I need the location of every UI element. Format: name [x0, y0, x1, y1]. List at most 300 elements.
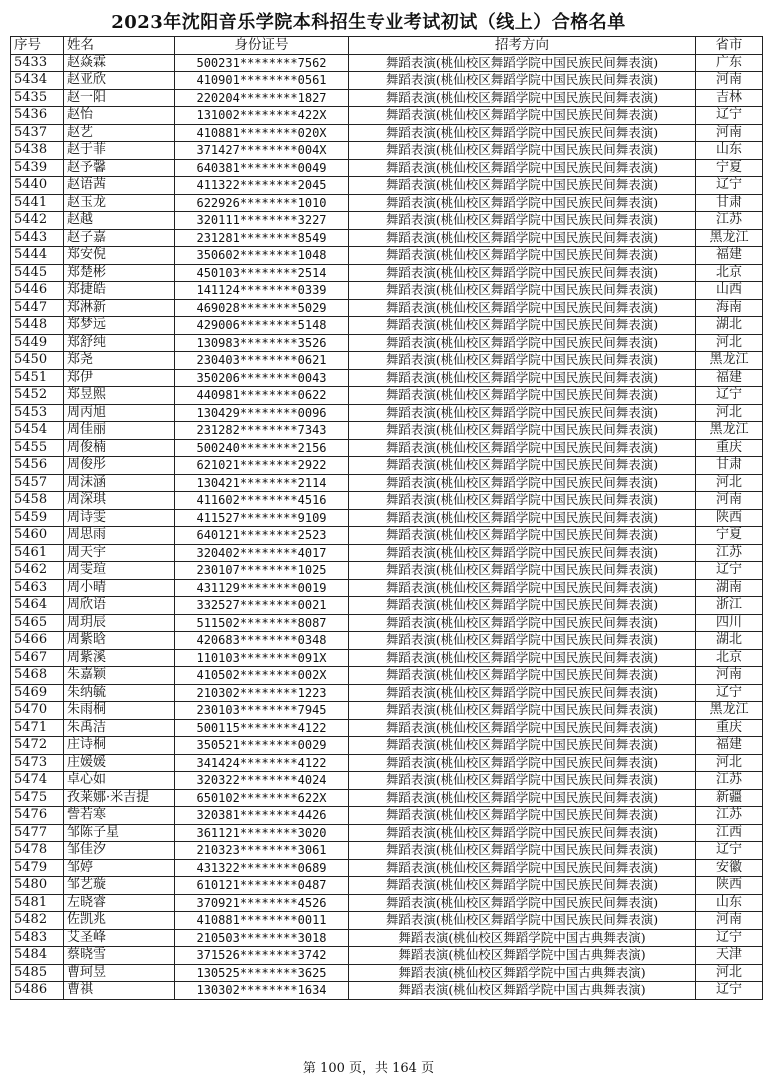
table-row: [11, 457, 763, 475]
header-name: 姓名: [64, 37, 175, 55]
cell-name: 赵越: [64, 212, 175, 230]
cell-name: 周紫晗: [64, 632, 175, 650]
header-province: 省市: [696, 37, 763, 55]
cell-direction: 舞蹈表演(桃仙校区舞蹈学院中国民族民间舞表演): [349, 177, 696, 195]
table-row: [11, 964, 763, 982]
cell-name: 周小晴: [64, 579, 175, 597]
cell-direction: 舞蹈表演(桃仙校区舞蹈学院中国民族民间舞表演): [349, 54, 696, 72]
cell-name: 周紫溪: [64, 649, 175, 667]
cell-direction: 舞蹈表演(桃仙校区舞蹈学院中国民族民间舞表演): [349, 754, 696, 772]
header-direction: 招考方向: [349, 37, 696, 55]
cell-province: 河南: [696, 492, 763, 510]
cell-direction: 舞蹈表演(桃仙校区舞蹈学院中国民族民间舞表演): [349, 789, 696, 807]
cell-direction: 舞蹈表演(桃仙校区舞蹈学院中国民族民间舞表演): [349, 492, 696, 510]
cell-direction: 舞蹈表演(桃仙校区舞蹈学院中国民族民间舞表演): [349, 684, 696, 702]
cell-id-number: 230403********0621: [175, 352, 349, 370]
cell-province: 河北: [696, 964, 763, 982]
cell-province: 黑龙江: [696, 229, 763, 247]
table-row: [11, 754, 763, 772]
cell-serial: 5453: [11, 404, 64, 422]
cell-province: 安徽: [696, 859, 763, 877]
cell-serial: 5438: [11, 142, 64, 160]
cell-id-number: 420683********0348: [175, 632, 349, 650]
table-row: [11, 684, 763, 702]
cell-direction: 舞蹈表演(桃仙校区舞蹈学院中国民族民间舞表演): [349, 474, 696, 492]
cell-direction: 舞蹈表演(桃仙校区舞蹈学院中国民族民间舞表演): [349, 457, 696, 475]
cell-id-number: 130429********0096: [175, 404, 349, 422]
cell-province: 辽宁: [696, 107, 763, 125]
header-id-number: 身份证号: [175, 37, 349, 55]
cell-serial: 5468: [11, 667, 64, 685]
cell-serial: 5443: [11, 229, 64, 247]
cell-direction: 舞蹈表演(桃仙校区舞蹈学院中国民族民间舞表演): [349, 159, 696, 177]
table-row: [11, 667, 763, 685]
cell-serial: 5475: [11, 789, 64, 807]
table-row: [11, 229, 763, 247]
cell-direction: 舞蹈表演(桃仙校区舞蹈学院中国民族民间舞表演): [349, 124, 696, 142]
cell-id-number: 130983********3526: [175, 334, 349, 352]
cell-name: 郑舒纯: [64, 334, 175, 352]
cell-province: 河北: [696, 334, 763, 352]
cell-province: 河南: [696, 912, 763, 930]
cell-name: 郑楚彬: [64, 264, 175, 282]
cell-name: 左晓睿: [64, 894, 175, 912]
cell-province: 辽宁: [696, 982, 763, 1000]
cell-name: 郑安倪: [64, 247, 175, 265]
cell-province: 河南: [696, 124, 763, 142]
cell-id-number: 621021********2922: [175, 457, 349, 475]
cell-province: 北京: [696, 264, 763, 282]
header-serial: 序号: [11, 37, 64, 55]
table-row: [11, 72, 763, 90]
cell-id-number: 440981********0622: [175, 387, 349, 405]
cell-serial: 5450: [11, 352, 64, 370]
cell-serial: 5458: [11, 492, 64, 510]
cell-serial: 5460: [11, 527, 64, 545]
cell-id-number: 320381********4426: [175, 807, 349, 825]
cell-id-number: 410881********0011: [175, 912, 349, 930]
cell-serial: 5473: [11, 754, 64, 772]
cell-direction: 舞蹈表演(桃仙校区舞蹈学院中国民族民间舞表演): [349, 247, 696, 265]
cell-direction: 舞蹈表演(桃仙校区舞蹈学院中国民族民间舞表演): [349, 72, 696, 90]
cell-direction: 舞蹈表演(桃仙校区舞蹈学院中国民族民间舞表演): [349, 737, 696, 755]
cell-id-number: 371427********004X: [175, 142, 349, 160]
cell-name: 赵一阳: [64, 89, 175, 107]
cell-serial: 5486: [11, 982, 64, 1000]
cell-name: 庄诗桐: [64, 737, 175, 755]
cell-name: 郑淋新: [64, 299, 175, 317]
cell-serial: 5434: [11, 72, 64, 90]
cell-id-number: 350521********0029: [175, 737, 349, 755]
cell-id-number: 500115********4122: [175, 719, 349, 737]
table-row: [11, 824, 763, 842]
cell-province: 山西: [696, 282, 763, 300]
cell-direction: 舞蹈表演(桃仙校区舞蹈学院中国民族民间舞表演): [349, 229, 696, 247]
cell-id-number: 650102********622X: [175, 789, 349, 807]
cell-direction: 舞蹈表演(桃仙校区舞蹈学院中国民族民间舞表演): [349, 264, 696, 282]
table-row: [11, 929, 763, 947]
cell-serial: 5461: [11, 544, 64, 562]
cell-id-number: 450103********2514: [175, 264, 349, 282]
cell-province: 黑龙江: [696, 702, 763, 720]
cell-name: 周沫涵: [64, 474, 175, 492]
cell-serial: 5457: [11, 474, 64, 492]
table-row: [11, 789, 763, 807]
cell-serial: 5469: [11, 684, 64, 702]
cell-direction: 舞蹈表演(桃仙校区舞蹈学院中国民族民间舞表演): [349, 194, 696, 212]
cell-province: 新疆: [696, 789, 763, 807]
cell-name: 赵予馨: [64, 159, 175, 177]
cell-name: 周欣语: [64, 597, 175, 615]
cell-direction: 舞蹈表演(桃仙校区舞蹈学院中国民族民间舞表演): [349, 387, 696, 405]
cell-name: 庄媛媛: [64, 754, 175, 772]
cell-serial: 5472: [11, 737, 64, 755]
cell-name: 朱纳毓: [64, 684, 175, 702]
table-row: [11, 317, 763, 335]
cell-id-number: 230107********1025: [175, 562, 349, 580]
cell-id-number: 130302********1634: [175, 982, 349, 1000]
cell-serial: 5482: [11, 912, 64, 930]
cell-name: 邹婷: [64, 859, 175, 877]
cell-serial: 5479: [11, 859, 64, 877]
cell-direction: 舞蹈表演(桃仙校区舞蹈学院中国民族民间舞表演): [349, 877, 696, 895]
cell-province: 吉林: [696, 89, 763, 107]
cell-direction: 舞蹈表演(桃仙校区舞蹈学院中国民族民间舞表演): [349, 772, 696, 790]
cell-serial: 5474: [11, 772, 64, 790]
table-row: [11, 282, 763, 300]
table-row: [11, 334, 763, 352]
cell-serial: 5447: [11, 299, 64, 317]
cell-name: 周丙旭: [64, 404, 175, 422]
cell-name: 周佳丽: [64, 422, 175, 440]
cell-id-number: 411527********9109: [175, 509, 349, 527]
cell-name: 周深琪: [64, 492, 175, 510]
cell-id-number: 320402********4017: [175, 544, 349, 562]
cell-serial: 5478: [11, 842, 64, 860]
cell-serial: 5441: [11, 194, 64, 212]
cell-direction: 舞蹈表演(桃仙校区舞蹈学院中国民族民间舞表演): [349, 317, 696, 335]
cell-id-number: 410881********020X: [175, 124, 349, 142]
cell-id-number: 640121********2523: [175, 527, 349, 545]
cell-province: 四川: [696, 614, 763, 632]
cell-direction: 舞蹈表演(桃仙校区舞蹈学院中国民族民间舞表演): [349, 859, 696, 877]
cell-province: 山东: [696, 142, 763, 160]
cell-id-number: 350602********1048: [175, 247, 349, 265]
cell-direction: 舞蹈表演(桃仙校区舞蹈学院中国民族民间舞表演): [349, 824, 696, 842]
cell-name: 周俊彤: [64, 457, 175, 475]
cell-name: 周玥辰: [64, 614, 175, 632]
cell-id-number: 210503********3018: [175, 929, 349, 947]
cell-name: 朱嘉颖: [64, 667, 175, 685]
cell-id-number: 511502********8087: [175, 614, 349, 632]
table-row: [11, 247, 763, 265]
cell-name: 艾圣峰: [64, 929, 175, 947]
cell-direction: 舞蹈表演(桃仙校区舞蹈学院中国民族民间舞表演): [349, 107, 696, 125]
cell-direction: 舞蹈表演(桃仙校区舞蹈学院中国民族民间舞表演): [349, 912, 696, 930]
table-row: [11, 212, 763, 230]
cell-province: 天津: [696, 947, 763, 965]
table-row: [11, 124, 763, 142]
cell-province: 河北: [696, 404, 763, 422]
cell-id-number: 410502********002X: [175, 667, 349, 685]
cell-name: 邹陈子星: [64, 824, 175, 842]
cell-serial: 5484: [11, 947, 64, 965]
cell-province: 河南: [696, 667, 763, 685]
cell-id-number: 231281********8549: [175, 229, 349, 247]
cell-id-number: 110103********091X: [175, 649, 349, 667]
cell-province: 陕西: [696, 509, 763, 527]
cell-serial: 5483: [11, 929, 64, 947]
cell-direction: 舞蹈表演(桃仙校区舞蹈学院中国民族民间舞表演): [349, 439, 696, 457]
cell-id-number: 130421********2114: [175, 474, 349, 492]
table-row: [11, 142, 763, 160]
cell-direction: 舞蹈表演(桃仙校区舞蹈学院中国民族民间舞表演): [349, 544, 696, 562]
table-row: [11, 439, 763, 457]
cell-serial: 5433: [11, 54, 64, 72]
table-row: [11, 369, 763, 387]
cell-serial: 5466: [11, 632, 64, 650]
cell-serial: 5451: [11, 369, 64, 387]
table-row: [11, 859, 763, 877]
cell-name: 郑梦远: [64, 317, 175, 335]
cell-serial: 5464: [11, 597, 64, 615]
cell-serial: 5456: [11, 457, 64, 475]
cell-name: 曹珂昱: [64, 964, 175, 982]
table-row: [11, 807, 763, 825]
cell-id-number: 622926********1010: [175, 194, 349, 212]
cell-province: 福建: [696, 737, 763, 755]
cell-serial: 5470: [11, 702, 64, 720]
cell-direction: 舞蹈表演(桃仙校区舞蹈学院中国民族民间舞表演): [349, 562, 696, 580]
cell-direction: 舞蹈表演(桃仙校区舞蹈学院中国古典舞表演): [349, 964, 696, 982]
cell-direction: 舞蹈表演(桃仙校区舞蹈学院中国民族民间舞表演): [349, 282, 696, 300]
cell-id-number: 431129********0019: [175, 579, 349, 597]
cell-name: 訾若寒: [64, 807, 175, 825]
cell-id-number: 610121********0487: [175, 877, 349, 895]
cell-direction: 舞蹈表演(桃仙校区舞蹈学院中国民族民间舞表演): [349, 334, 696, 352]
cell-serial: 5485: [11, 964, 64, 982]
table-row: [11, 404, 763, 422]
cell-id-number: 640381********0049: [175, 159, 349, 177]
table-row: [11, 579, 763, 597]
cell-serial: 5459: [11, 509, 64, 527]
cell-province: 陕西: [696, 877, 763, 895]
table-row: [11, 982, 763, 1000]
cell-direction: 舞蹈表演(桃仙校区舞蹈学院中国民族民间舞表演): [349, 614, 696, 632]
cell-name: 佐凯兆: [64, 912, 175, 930]
cell-serial: 5480: [11, 877, 64, 895]
table-row: [11, 877, 763, 895]
cell-direction: 舞蹈表演(桃仙校区舞蹈学院中国民族民间舞表演): [349, 89, 696, 107]
page-title: 2023年沈阳音乐学院本科招生专业考试初试（线上）合格名单: [111, 12, 626, 33]
table-row: [11, 474, 763, 492]
cell-id-number: 231282********7343: [175, 422, 349, 440]
cell-serial: 5455: [11, 439, 64, 457]
cell-name: 郑捷皓: [64, 282, 175, 300]
cell-direction: 舞蹈表演(桃仙校区舞蹈学院中国民族民间舞表演): [349, 702, 696, 720]
table-row: [11, 492, 763, 510]
cell-direction: 舞蹈表演(桃仙校区舞蹈学院中国民族民间舞表演): [349, 719, 696, 737]
cell-id-number: 350206********0043: [175, 369, 349, 387]
cell-province: 重庆: [696, 719, 763, 737]
cell-province: 广东: [696, 54, 763, 72]
cell-name: 赵亚欣: [64, 72, 175, 90]
cell-name: 赵玉龙: [64, 194, 175, 212]
cell-province: 江苏: [696, 544, 763, 562]
cell-serial: 5440: [11, 177, 64, 195]
table-header-row: [11, 37, 763, 55]
cell-id-number: 411602********4516: [175, 492, 349, 510]
cell-province: 辽宁: [696, 929, 763, 947]
cell-id-number: 141124********0339: [175, 282, 349, 300]
cell-id-number: 500240********2156: [175, 439, 349, 457]
cell-serial: 5481: [11, 894, 64, 912]
cell-id-number: 131002********422X: [175, 107, 349, 125]
table-row: [11, 597, 763, 615]
cell-name: 周天宇: [64, 544, 175, 562]
cell-province: 山东: [696, 894, 763, 912]
cell-id-number: 130525********3625: [175, 964, 349, 982]
cell-name: 孜莱娜·米吉提: [64, 789, 175, 807]
cell-province: 黑龙江: [696, 352, 763, 370]
cell-province: 甘肃: [696, 457, 763, 475]
cell-province: 湖北: [696, 317, 763, 335]
cell-province: 北京: [696, 649, 763, 667]
cell-province: 辽宁: [696, 387, 763, 405]
cell-name: 赵焱霖: [64, 54, 175, 72]
table-row: [11, 264, 763, 282]
cell-serial: 5462: [11, 562, 64, 580]
cell-direction: 舞蹈表演(桃仙校区舞蹈学院中国古典舞表演): [349, 982, 696, 1000]
table-row: [11, 894, 763, 912]
cell-serial: 5477: [11, 824, 64, 842]
table-row: [11, 107, 763, 125]
cell-province: 甘肃: [696, 194, 763, 212]
cell-province: 河北: [696, 754, 763, 772]
cell-id-number: 220204********1827: [175, 89, 349, 107]
cell-id-number: 341424********4122: [175, 754, 349, 772]
table-row: [11, 702, 763, 720]
cell-serial: 5454: [11, 422, 64, 440]
table-row: [11, 54, 763, 72]
cell-serial: 5442: [11, 212, 64, 230]
table-row: [11, 912, 763, 930]
cell-name: 朱雨桐: [64, 702, 175, 720]
table-row: [11, 632, 763, 650]
cell-serial: 5448: [11, 317, 64, 335]
cell-province: 江苏: [696, 807, 763, 825]
page-footer: 第 100 页，共 164 页: [302, 1061, 435, 1076]
table-row: [11, 772, 763, 790]
cell-serial: 5445: [11, 264, 64, 282]
table-row: [11, 544, 763, 562]
cell-id-number: 210302********1223: [175, 684, 349, 702]
table-row: [11, 719, 763, 737]
cell-province: 福建: [696, 247, 763, 265]
cell-province: 重庆: [696, 439, 763, 457]
cell-name: 赵语茜: [64, 177, 175, 195]
cell-id-number: 361121********3020: [175, 824, 349, 842]
cell-province: 辽宁: [696, 684, 763, 702]
table-row: [11, 299, 763, 317]
cell-direction: 舞蹈表演(桃仙校区舞蹈学院中国民族民间舞表演): [349, 667, 696, 685]
cell-province: 辽宁: [696, 842, 763, 860]
cell-direction: 舞蹈表演(桃仙校区舞蹈学院中国民族民间舞表演): [349, 142, 696, 160]
cell-name: 邹艺璇: [64, 877, 175, 895]
cell-serial: 5444: [11, 247, 64, 265]
cell-id-number: 230103********7945: [175, 702, 349, 720]
cell-name: 赵于菲: [64, 142, 175, 160]
cell-id-number: 371526********3742: [175, 947, 349, 965]
table-row: [11, 194, 763, 212]
cell-name: 赵怡: [64, 107, 175, 125]
cell-direction: 舞蹈表演(桃仙校区舞蹈学院中国民族民间舞表演): [349, 509, 696, 527]
cell-province: 江苏: [696, 212, 763, 230]
cell-serial: 5467: [11, 649, 64, 667]
cell-serial: 5449: [11, 334, 64, 352]
cell-direction: 舞蹈表演(桃仙校区舞蹈学院中国民族民间舞表演): [349, 807, 696, 825]
table-row: [11, 842, 763, 860]
cell-serial: 5463: [11, 579, 64, 597]
cell-serial: 5465: [11, 614, 64, 632]
cell-serial: 5437: [11, 124, 64, 142]
cell-serial: 5452: [11, 387, 64, 405]
cell-name: 周俊楠: [64, 439, 175, 457]
cell-name: 曹祺: [64, 982, 175, 1000]
cell-id-number: 429006********5148: [175, 317, 349, 335]
cell-name: 卓心如: [64, 772, 175, 790]
cell-name: 赵子嘉: [64, 229, 175, 247]
cell-id-number: 320322********4024: [175, 772, 349, 790]
cell-direction: 舞蹈表演(桃仙校区舞蹈学院中国民族民间舞表演): [349, 632, 696, 650]
cell-name: 周诗雯: [64, 509, 175, 527]
cell-direction: 舞蹈表演(桃仙校区舞蹈学院中国民族民间舞表演): [349, 299, 696, 317]
cell-direction: 舞蹈表演(桃仙校区舞蹈学院中国古典舞表演): [349, 947, 696, 965]
cell-name: 周思雨: [64, 527, 175, 545]
cell-province: 湖南: [696, 579, 763, 597]
cell-direction: 舞蹈表演(桃仙校区舞蹈学院中国民族民间舞表演): [349, 212, 696, 230]
table-row: [11, 89, 763, 107]
cell-province: 河北: [696, 474, 763, 492]
cell-province: 宁夏: [696, 159, 763, 177]
table-row: [11, 614, 763, 632]
cell-direction: 舞蹈表演(桃仙校区舞蹈学院中国民族民间舞表演): [349, 422, 696, 440]
cell-name: 赵艺: [64, 124, 175, 142]
cell-province: 宁夏: [696, 527, 763, 545]
cell-id-number: 370921********4526: [175, 894, 349, 912]
table-row: [11, 527, 763, 545]
table-row: [11, 649, 763, 667]
cell-province: 黑龙江: [696, 422, 763, 440]
cell-serial: 5471: [11, 719, 64, 737]
table-row: [11, 737, 763, 755]
cell-province: 江西: [696, 824, 763, 842]
cell-name: 邹佳汐: [64, 842, 175, 860]
cell-id-number: 411322********2045: [175, 177, 349, 195]
table-row: [11, 159, 763, 177]
cell-province: 江苏: [696, 772, 763, 790]
cell-id-number: 210323********3061: [175, 842, 349, 860]
table-row: [11, 509, 763, 527]
cell-province: 河南: [696, 72, 763, 90]
cell-name: 蔡晓雪: [64, 947, 175, 965]
cell-direction: 舞蹈表演(桃仙校区舞蹈学院中国民族民间舞表演): [349, 527, 696, 545]
cell-direction: 舞蹈表演(桃仙校区舞蹈学院中国民族民间舞表演): [349, 404, 696, 422]
cell-province: 辽宁: [696, 177, 763, 195]
cell-serial: 5439: [11, 159, 64, 177]
cell-province: 福建: [696, 369, 763, 387]
cell-name: 周雯瑄: [64, 562, 175, 580]
